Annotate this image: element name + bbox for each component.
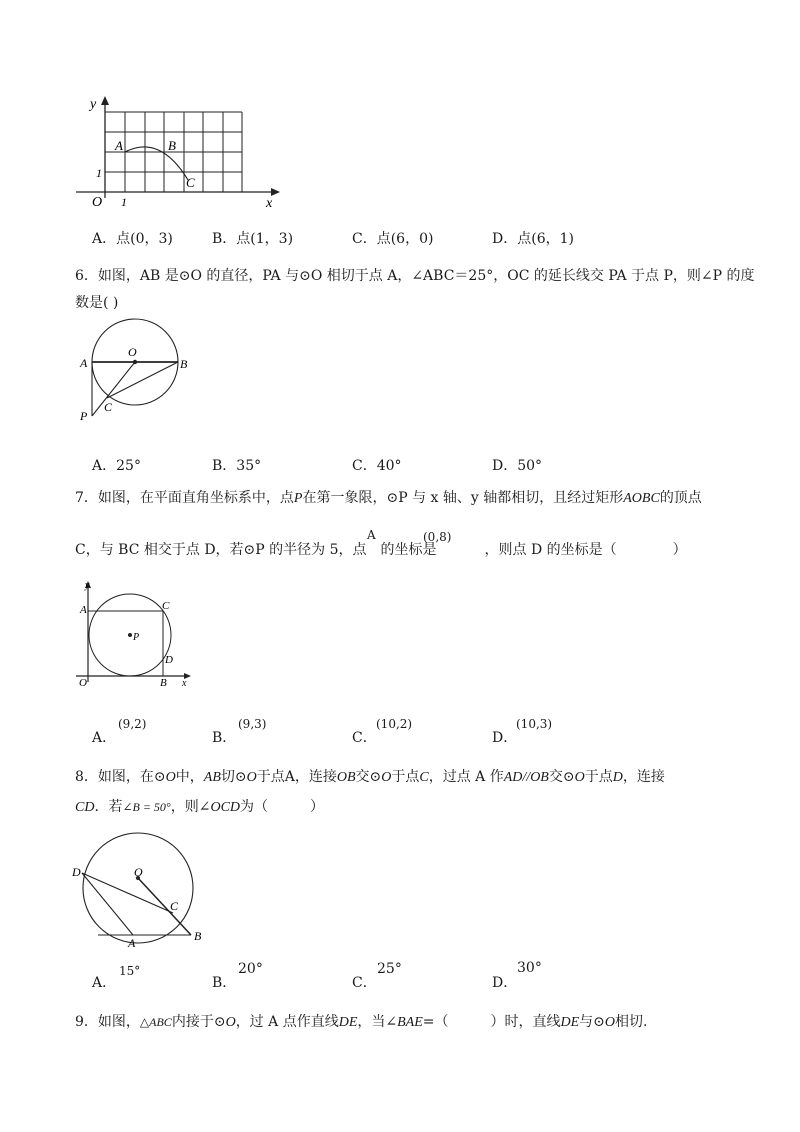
q7-option-d-value: (10,3) — [516, 717, 553, 731]
point-c-label: C — [162, 600, 170, 612]
q7-question-line1: 7．如图，在平面直角坐标系中，点P在第一象限，⊙P 与 x 轴、y 轴都相切，且经过矩形AOBC的顶点 — [75, 490, 702, 506]
point-c-label: C — [186, 175, 195, 190]
q8-option-c-value: 25° — [377, 961, 402, 977]
q8-option-b[interactable]: B． — [212, 975, 237, 991]
q8-circle-figure — [70, 825, 210, 950]
q5-option-a[interactable]: A．点(0，3) — [92, 231, 173, 247]
point-b-label: B — [180, 357, 188, 371]
x-axis-label: x — [266, 196, 273, 211]
q6-circle-figure — [72, 312, 202, 424]
origin-o-label: O — [79, 677, 87, 689]
q8-question-line2: CD．若∠B = 50°，则∠OCD为（ ） — [75, 799, 325, 815]
point-d-label: D — [72, 865, 81, 879]
q7-coord-a: (0,8) — [423, 530, 452, 544]
q8-option-d[interactable]: D． — [492, 975, 518, 991]
q8-question-line1: 8．如图，在⊙O中，AB切⊙O于点A，连接OB交⊙O于点C，过点 A 作AD//OB交⊙O于点D，连接 — [75, 769, 665, 785]
point-a-label: A — [80, 604, 87, 616]
point-c-label: C — [170, 899, 179, 913]
q5-option-b[interactable]: B．点(1，3) — [212, 231, 294, 247]
tick-1-y: 1 — [96, 166, 102, 180]
origin-label: O — [92, 195, 103, 210]
q7-option-b-value: (9,3) — [238, 717, 267, 731]
q7-coordinate-figure — [74, 578, 194, 690]
q8-option-c[interactable]: C． — [352, 975, 377, 991]
point-p-label: P — [80, 409, 88, 423]
point-b-label: B — [194, 929, 202, 943]
q7-option-d[interactable]: D． — [492, 730, 518, 746]
q6-option-c[interactable]: C．40° — [352, 458, 402, 474]
q5-grid-figure — [70, 90, 290, 215]
q5-option-c[interactable]: C．点(6，0) — [352, 231, 434, 247]
q8-option-a-value: 15° — [119, 964, 141, 978]
y-axis-label: y — [90, 97, 97, 112]
point-b-label: B — [168, 138, 176, 153]
q6-question-line2: 数是( ) — [75, 295, 119, 311]
point-a-label: A — [115, 138, 123, 153]
q7-point-a-symbol: A — [367, 528, 376, 542]
center-o-label: O — [128, 345, 137, 359]
q6-option-d[interactable]: D．50° — [492, 458, 543, 474]
q6-option-b[interactable]: B．35° — [212, 458, 262, 474]
point-d-label: D — [165, 654, 173, 666]
q8-option-a[interactable]: A． — [92, 975, 117, 991]
q9-question-line: 9．如图，△ABC内接于⊙O，过 A 点作直线DE，当∠BAE=（ ）时，直线DE与⊙O相切. — [75, 1014, 648, 1030]
x-axis-label: x — [182, 678, 187, 689]
q7-option-b[interactable]: B． — [212, 730, 237, 746]
point-a-label: A — [128, 936, 136, 950]
point-p-label: P — [133, 632, 140, 643]
q6-option-a[interactable]: A．25° — [92, 458, 141, 474]
q7-option-a[interactable]: A． — [92, 730, 117, 746]
point-c-label: C — [104, 400, 113, 414]
q5-option-d[interactable]: D．点(6，1) — [492, 231, 574, 247]
q6-question-line1: 6．如图，AB 是⊙O 的直径，PA 与⊙O 相切于点 A，∠ABC＝25°，OC 的延长线交 PA 于点 P，则∠P 的度 — [75, 268, 755, 284]
q8-option-d-value: 30° — [517, 960, 542, 976]
y-axis-label: y — [85, 580, 90, 591]
q7-option-c-value: (10,2) — [376, 717, 413, 731]
q7-option-a-value: (9,2) — [118, 717, 147, 731]
q8-option-b-value: 20° — [238, 961, 263, 977]
q7-question-line2: C，与 BC 相交于点 D，若⊙P 的半径为 5，点 的坐标是 ，则点 D 的坐标是（ ） — [75, 542, 687, 558]
center-o-label: O — [134, 865, 143, 879]
point-a-label: A — [80, 356, 88, 370]
tick-1-x: 1 — [121, 195, 127, 209]
point-b-label: B — [160, 677, 167, 689]
q7-option-c[interactable]: C． — [352, 730, 377, 746]
